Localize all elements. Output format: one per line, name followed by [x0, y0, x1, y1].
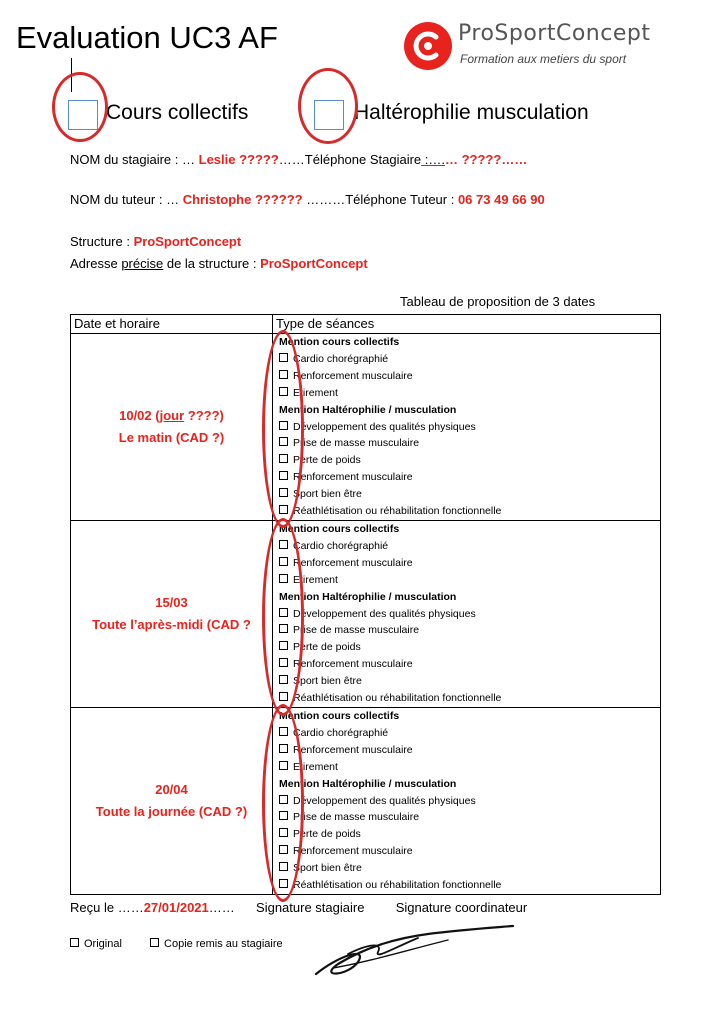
tutor-phone-label: ………Téléphone Tuteur : [302, 192, 458, 207]
session-time: Toute la journée (CAD ?) [95, 804, 248, 819]
trainee-phone-value: … ?????…… [445, 152, 528, 167]
signature-trainee-label: Signature stagiaire [256, 900, 365, 915]
option-item [279, 469, 660, 486]
document-title: Evaluation UC3 AF [16, 20, 278, 55]
option-item [279, 656, 660, 673]
option-item [279, 742, 660, 759]
session-time: Le matin (CAD ?) [118, 430, 225, 445]
session-options-cell [273, 521, 661, 708]
handwritten-signature [308, 916, 518, 980]
label-original: Original [84, 938, 122, 950]
option-item [279, 860, 660, 877]
option-label: Etirement [293, 386, 338, 399]
option-item [279, 435, 660, 452]
option-label: Réathlétisation ou réhabilitation fonctionnelle [293, 879, 502, 892]
session-date: 15/03 [155, 595, 188, 610]
option-item [279, 572, 660, 589]
session-date: 20/04 [155, 782, 188, 797]
table-row [71, 708, 661, 895]
mention-halterophilie: Mention Haltérophilie / musculation [279, 777, 457, 790]
date-cell [71, 334, 273, 521]
option-label: Sport bien être [293, 862, 362, 875]
logo-name: ProSportConcept [458, 21, 651, 46]
trainee-phone-fill: :…. [421, 152, 445, 167]
option-item [279, 725, 660, 742]
trainee-line [70, 152, 527, 167]
option-label: Perte de poids [293, 641, 361, 654]
signature-coordinator-label: Signature coordinateur [395, 900, 528, 915]
table-row [71, 521, 661, 708]
option-item [279, 622, 660, 639]
option-label: Réathlétisation ou réhabilitation fonctionnelle [293, 505, 502, 518]
checkbox-copy-trainee[interactable] [150, 938, 159, 947]
structure-label: Structure : [70, 234, 134, 249]
mention-halterophilie: Mention Haltérophilie / musculation [279, 403, 457, 416]
option-item [279, 809, 660, 826]
option-item [279, 673, 660, 690]
label-copy-trainee: Copie remis au stagiaire [164, 938, 283, 950]
trainee-phone-label: ……Téléphone Stagiaire [278, 152, 422, 167]
option-item [279, 368, 660, 385]
copy-options [70, 938, 283, 950]
table-header-row [71, 315, 661, 334]
tutor-name-value: Christophe ?????? [182, 192, 303, 207]
mention-collectifs: Mention cours collectifs [279, 710, 400, 722]
table-caption: Tableau de proposition de 3 dates [400, 294, 596, 309]
option-item [279, 843, 660, 860]
option-label: Développement des qualités physiques [293, 420, 476, 433]
annotation-circle [52, 72, 108, 142]
option-label: Sport bien être [293, 488, 362, 501]
option-item [279, 639, 660, 656]
option-item [279, 486, 660, 503]
label-halterophilie: Haltérophilie musculation [354, 101, 589, 124]
option-label: Etirement [293, 760, 338, 773]
received-suffix: …… [208, 900, 235, 915]
tutor-phone-value: 06 73 49 66 90 [457, 192, 545, 207]
annotation-circle [298, 68, 358, 144]
option-item [279, 826, 660, 843]
annotation-circle [262, 330, 304, 528]
option-label: Renforcement musculaire [293, 556, 413, 569]
option-item [279, 538, 660, 555]
table-row [71, 334, 661, 521]
mention-halterophilie: Mention Haltérophilie / musculation [279, 590, 457, 603]
annotation-circle [262, 518, 304, 716]
checkbox-original[interactable] [70, 938, 79, 947]
address-suffix: de la structure : [163, 256, 261, 271]
received-label: Reçu le …… [70, 900, 144, 915]
structure-line [70, 234, 241, 249]
col-header-type: Type de séances [273, 315, 661, 334]
logo-emblem-icon [402, 20, 454, 72]
option-label: Perte de poids [293, 828, 361, 841]
option-item [279, 452, 660, 469]
received-row [70, 900, 670, 915]
prosportconcept-logo [402, 18, 702, 78]
session-time: Toute l’après-midi (CAD ? [92, 617, 251, 632]
option-item [279, 690, 660, 707]
option-label: Réathlétisation ou réhabilitation fonctionnelle [293, 692, 502, 705]
option-item [279, 793, 660, 810]
option-label: Prise de masse musculaire [293, 811, 420, 824]
date-cell [71, 521, 273, 708]
address-line [70, 256, 368, 271]
option-label: Cardio chorégraphié [293, 539, 389, 552]
trainee-name-value: Leslie ????? [198, 152, 279, 167]
date-cell [71, 708, 273, 895]
logo-tagline: Formation aux metiers du sport [460, 52, 627, 66]
option-item [279, 419, 660, 436]
col-header-date: Date et horaire [71, 315, 273, 334]
address-value: ProSportConcept [260, 256, 368, 271]
option-label: Prise de masse musculaire [293, 624, 420, 637]
option-label: Renforcement musculaire [293, 369, 413, 382]
option-label: Cardio chorégraphié [293, 726, 389, 739]
session-date-link: jour [159, 408, 185, 423]
option-label: Développement des qualités physiques [293, 794, 476, 807]
option-label: Développement des qualités physiques [293, 607, 476, 620]
option-item [279, 877, 660, 894]
option-label: Renforcement musculaire [293, 471, 413, 484]
label-cours-collectifs: Cours collectifs [106, 101, 249, 124]
tutor-name-label: NOM du tuteur : … [70, 192, 180, 207]
session-date: 10/02 (jour ????) [119, 408, 224, 423]
address-prefix: Adresse [70, 256, 122, 271]
option-label: Perte de poids [293, 454, 361, 467]
received-date: 27/01/2021 [143, 900, 209, 915]
option-label: Prise de masse musculaire [293, 437, 420, 450]
option-label: Renforcement musculaire [293, 658, 413, 671]
mention-collectifs: Mention cours collectifs [279, 336, 400, 348]
mention-collectifs: Mention cours collectifs [279, 523, 400, 535]
option-item [279, 351, 660, 368]
option-item [279, 385, 660, 402]
trainee-name-label: NOM du stagiaire : … [70, 152, 195, 167]
tutor-line [70, 192, 545, 207]
option-label: Etirement [293, 573, 338, 586]
option-item [279, 759, 660, 776]
session-options-cell [273, 334, 661, 521]
option-item [279, 503, 660, 520]
structure-value: ProSportConcept [133, 234, 242, 249]
sessions-table [70, 314, 661, 895]
session-options-cell [273, 708, 661, 895]
option-item [279, 555, 660, 572]
address-underlined: précise [121, 256, 164, 271]
option-label: Sport bien être [293, 675, 362, 688]
option-label: Renforcement musculaire [293, 845, 413, 858]
option-label: Cardio chorégraphié [293, 352, 389, 365]
option-label: Renforcement musculaire [293, 743, 413, 756]
annotation-circle [262, 704, 304, 902]
option-item [279, 606, 660, 623]
